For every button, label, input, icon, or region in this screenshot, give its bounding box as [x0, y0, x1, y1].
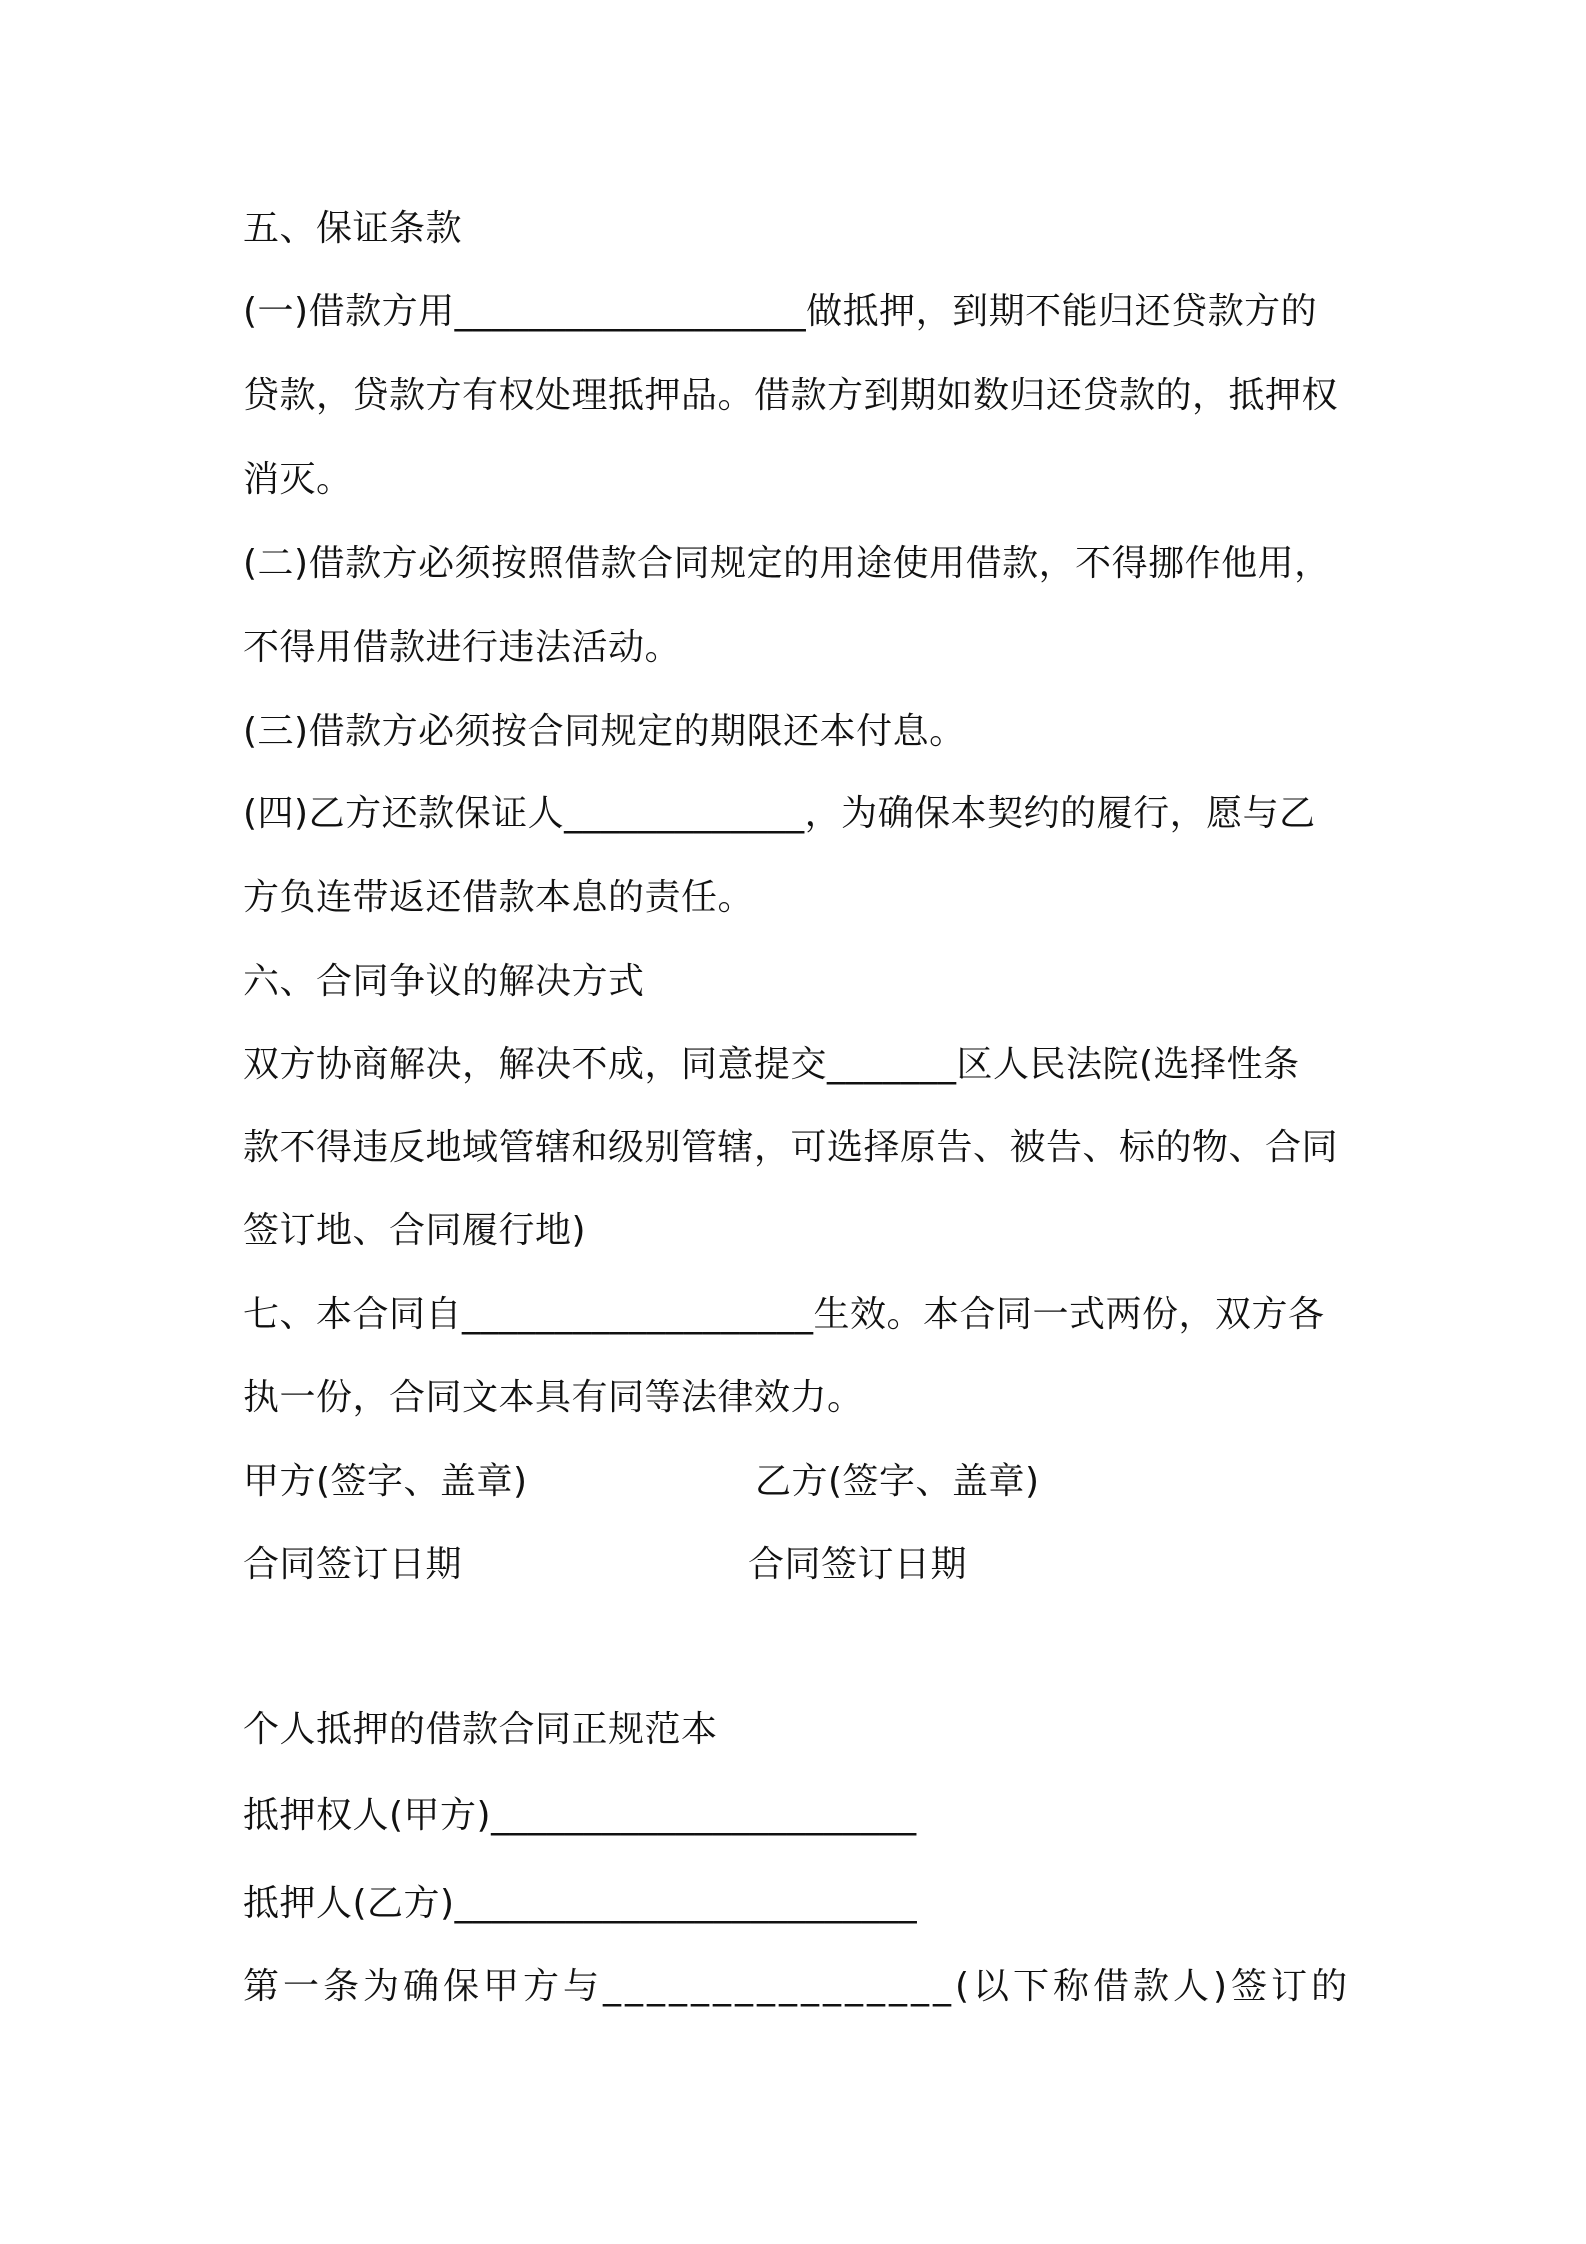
section-5-item-4-line-2: 方负连带返还借款本息的责任。 — [243, 877, 755, 918]
section-5-item-2-line-2: 不得用借款进行违法活动。 — [243, 627, 682, 668]
party-b-signing-date-label: 合同签订日期 — [748, 1544, 968, 1585]
party-a-signature-label: 甲方(签字、盖章) — [243, 1461, 528, 1502]
second-contract-title: 个人抵押的借款合同正规范本 — [243, 1709, 718, 1750]
section-5-heading: 五、保证条款 — [243, 208, 463, 249]
party-a-signing-date-label: 合同签订日期 — [243, 1544, 463, 1585]
signing-date-row — [243, 1541, 1143, 1589]
section-5-item-2-line-1: (二)借款方必须按照借款合同规定的用途使用借款，不得挪作他用， — [243, 543, 1331, 584]
section-6-line-2: 款不得违反地域管辖和级别管辖，可选择原告、被告、标的物、合同 — [243, 1127, 1339, 1168]
mortgagee-line: 抵押权人(甲方)_______________________ — [243, 1795, 917, 1836]
section-5-item-3: (三)借款方必须按合同规定的期限还本付息。 — [243, 711, 966, 752]
section-7-line-2: 执一份，合同文本具有同等法律效力。 — [243, 1377, 864, 1418]
section-5-item-4-line-1: (四)乙方还款保证人_____________，为确保本契约的履行，愿与乙 — [243, 793, 1316, 834]
article-1-line: 第一条为确保甲方与________________(以下称借款人)签订的 — [243, 1966, 1352, 2007]
section-6-line-3: 签订地、合同履行地) — [243, 1210, 587, 1251]
section-6-line-1: 双方协商解决，解决不成，同意提交_______区人民法院(选择性条 — [243, 1044, 1300, 1085]
section-5-item-1-line-1: (一)借款方用___________________做抵押，到期不能归还贷款方的 — [243, 291, 1318, 332]
party-b-signature-label: 乙方(签字、盖章) — [755, 1461, 1040, 1502]
section-7-line-1: 七、本合同自___________________生效。本合同一式两份，双方各 — [243, 1294, 1325, 1335]
section-5-item-1-line-3: 消灭。 — [243, 459, 353, 500]
section-6-heading: 六、合同争议的解决方式 — [243, 961, 645, 1002]
section-5-item-1-line-2: 贷款，贷款方有权处理抵押品。借款方到期如数归还贷款的，抵押权 — [243, 375, 1339, 416]
signature-row — [243, 1458, 1143, 1506]
mortgagor-line: 抵押人(乙方)_________________________ — [243, 1883, 918, 1924]
